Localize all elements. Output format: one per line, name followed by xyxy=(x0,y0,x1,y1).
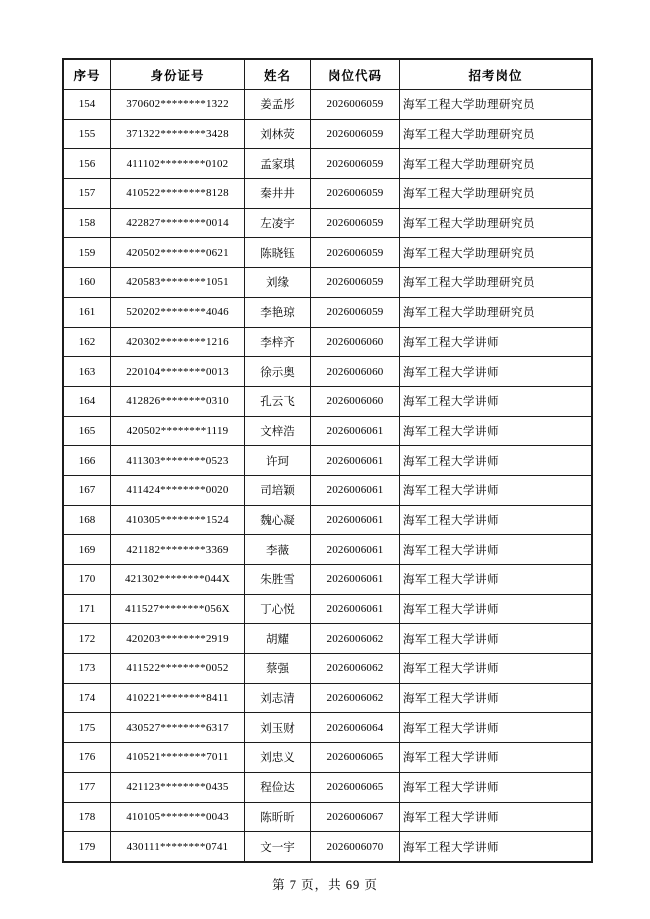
cell-seq: 179 xyxy=(63,832,111,862)
cell-job_title: 海军工程大学讲师 xyxy=(400,565,593,595)
cell-seq: 158 xyxy=(63,208,111,238)
cell-seq: 167 xyxy=(63,475,111,505)
cell-name: 陈昕昕 xyxy=(245,802,311,832)
table-row xyxy=(63,713,592,743)
table-row xyxy=(63,743,592,773)
cell-id_number: 430111********0741 xyxy=(111,832,245,862)
cell-job_code: 2026006067 xyxy=(311,802,400,832)
cell-job_code: 2026006059 xyxy=(311,149,400,179)
cell-name: 刘忠义 xyxy=(245,743,311,773)
cell-job_code: 2026006062 xyxy=(311,654,400,684)
cell-job_code: 2026006060 xyxy=(311,386,400,416)
cell-id_number: 420502********1119 xyxy=(111,416,245,446)
table-row xyxy=(63,208,592,238)
cell-name: 刘志清 xyxy=(245,683,311,713)
cell-seq: 161 xyxy=(63,297,111,327)
table-row xyxy=(63,505,592,535)
cell-name: 魏心凝 xyxy=(245,505,311,535)
cell-name: 陈晓钰 xyxy=(245,238,311,268)
cell-id_number: 430527********6317 xyxy=(111,713,245,743)
cell-id_number: 411303********0523 xyxy=(111,446,245,476)
cell-id_number: 371322********3428 xyxy=(111,119,245,149)
cell-name: 文梓浩 xyxy=(245,416,311,446)
cell-seq: 168 xyxy=(63,505,111,535)
table-row xyxy=(63,357,592,387)
cell-seq: 163 xyxy=(63,357,111,387)
cell-name: 孟家琪 xyxy=(245,149,311,179)
cell-job_code: 2026006061 xyxy=(311,565,400,595)
cell-id_number: 220104********0013 xyxy=(111,357,245,387)
cell-seq: 165 xyxy=(63,416,111,446)
cell-job_title: 海军工程大学助理研究员 xyxy=(400,208,593,238)
table-row xyxy=(63,565,592,595)
table-row xyxy=(63,535,592,565)
cell-job_code: 2026006060 xyxy=(311,327,400,357)
cell-job_code: 2026006065 xyxy=(311,772,400,802)
cell-job_title: 海军工程大学讲师 xyxy=(400,386,593,416)
column-header: 岗位代码 xyxy=(311,59,400,90)
cell-name: 程俭达 xyxy=(245,772,311,802)
table-body xyxy=(63,90,592,862)
cell-name: 刘林荧 xyxy=(245,119,311,149)
table-row xyxy=(63,416,592,446)
cell-id_number: 520202********4046 xyxy=(111,297,245,327)
cell-seq: 177 xyxy=(63,772,111,802)
table-row xyxy=(63,832,592,862)
page-footer xyxy=(0,875,650,893)
cell-seq: 176 xyxy=(63,743,111,773)
cell-job_code: 2026006065 xyxy=(311,743,400,773)
table-row xyxy=(63,802,592,832)
table-row xyxy=(63,624,592,654)
cell-job_title: 海军工程大学讲师 xyxy=(400,654,593,684)
cell-seq: 175 xyxy=(63,713,111,743)
cell-id_number: 410521********7011 xyxy=(111,743,245,773)
cell-name: 秦井井 xyxy=(245,179,311,209)
cell-seq: 164 xyxy=(63,386,111,416)
table-row xyxy=(63,772,592,802)
cell-name: 李梓齐 xyxy=(245,327,311,357)
cell-seq: 160 xyxy=(63,268,111,298)
cell-job_title: 海军工程大学讲师 xyxy=(400,743,593,773)
cell-name: 李薇 xyxy=(245,535,311,565)
cell-job_code: 2026006061 xyxy=(311,475,400,505)
cell-job_code: 2026006061 xyxy=(311,594,400,624)
page-number-text: 第 7 页，共 69 页 xyxy=(272,878,378,892)
cell-seq: 172 xyxy=(63,624,111,654)
cell-job_code: 2026006061 xyxy=(311,446,400,476)
table-row xyxy=(63,594,592,624)
table-row xyxy=(63,179,592,209)
cell-job_code: 2026006060 xyxy=(311,357,400,387)
cell-seq: 155 xyxy=(63,119,111,149)
cell-seq: 178 xyxy=(63,802,111,832)
table-row xyxy=(63,90,592,120)
cell-seq: 171 xyxy=(63,594,111,624)
recruitment-roster-table xyxy=(62,58,593,863)
column-header: 身份证号 xyxy=(111,59,245,90)
cell-id_number: 411102********0102 xyxy=(111,149,245,179)
cell-job_title: 海军工程大学助理研究员 xyxy=(400,119,593,149)
cell-seq: 159 xyxy=(63,238,111,268)
cell-id_number: 421123********0435 xyxy=(111,772,245,802)
cell-seq: 166 xyxy=(63,446,111,476)
cell-job_title: 海军工程大学讲师 xyxy=(400,535,593,565)
cell-job_code: 2026006059 xyxy=(311,90,400,120)
cell-name: 胡耀 xyxy=(245,624,311,654)
cell-name: 李艳琼 xyxy=(245,297,311,327)
cell-job_title: 海军工程大学讲师 xyxy=(400,802,593,832)
column-header: 序号 xyxy=(63,59,111,90)
cell-job_code: 2026006059 xyxy=(311,238,400,268)
table-row xyxy=(63,386,592,416)
cell-job_title: 海军工程大学助理研究员 xyxy=(400,297,593,327)
cell-job_code: 2026006059 xyxy=(311,119,400,149)
cell-id_number: 420502********0621 xyxy=(111,238,245,268)
cell-id_number: 411522********0052 xyxy=(111,654,245,684)
cell-job_title: 海军工程大学讲师 xyxy=(400,446,593,476)
column-header: 招考岗位 xyxy=(400,59,593,90)
cell-name: 司培颖 xyxy=(245,475,311,505)
table-row xyxy=(63,327,592,357)
table-row xyxy=(63,268,592,298)
table-row xyxy=(63,475,592,505)
cell-id_number: 421302********044X xyxy=(111,565,245,595)
cell-seq: 170 xyxy=(63,565,111,595)
cell-id_number: 411527********056X xyxy=(111,594,245,624)
cell-job_title: 海军工程大学助理研究员 xyxy=(400,179,593,209)
cell-job_title: 海军工程大学讲师 xyxy=(400,713,593,743)
cell-name: 许珂 xyxy=(245,446,311,476)
table-row xyxy=(63,654,592,684)
cell-id_number: 410305********1524 xyxy=(111,505,245,535)
cell-job_code: 2026006062 xyxy=(311,683,400,713)
cell-name: 姜孟彤 xyxy=(245,90,311,120)
cell-id_number: 412826********0310 xyxy=(111,386,245,416)
cell-job_title: 海军工程大学助理研究员 xyxy=(400,268,593,298)
cell-id_number: 410221********8411 xyxy=(111,683,245,713)
cell-job_title: 海军工程大学讲师 xyxy=(400,832,593,862)
cell-name: 左凌宇 xyxy=(245,208,311,238)
cell-job_code: 2026006059 xyxy=(311,297,400,327)
table-row xyxy=(63,297,592,327)
cell-id_number: 420583********1051 xyxy=(111,268,245,298)
cell-seq: 154 xyxy=(63,90,111,120)
cell-job_code: 2026006059 xyxy=(311,179,400,209)
cell-id_number: 410522********8128 xyxy=(111,179,245,209)
cell-job_title: 海军工程大学助理研究员 xyxy=(400,149,593,179)
column-header: 姓名 xyxy=(245,59,311,90)
cell-id_number: 410105********0043 xyxy=(111,802,245,832)
cell-job_title: 海军工程大学讲师 xyxy=(400,475,593,505)
cell-name: 徐示奥 xyxy=(245,357,311,387)
table-row xyxy=(63,149,592,179)
table-row xyxy=(63,238,592,268)
cell-job_title: 海军工程大学助理研究员 xyxy=(400,238,593,268)
cell-job_title: 海军工程大学讲师 xyxy=(400,624,593,654)
cell-seq: 157 xyxy=(63,179,111,209)
cell-job_title: 海军工程大学讲师 xyxy=(400,594,593,624)
cell-name: 刘玉财 xyxy=(245,713,311,743)
cell-job_code: 2026006064 xyxy=(311,713,400,743)
cell-job_title: 海军工程大学讲师 xyxy=(400,327,593,357)
cell-job_title: 海军工程大学讲师 xyxy=(400,772,593,802)
cell-id_number: 421182********3369 xyxy=(111,535,245,565)
cell-seq: 169 xyxy=(63,535,111,565)
cell-job_title: 海军工程大学讲师 xyxy=(400,683,593,713)
cell-name: 蔡强 xyxy=(245,654,311,684)
table-row xyxy=(63,446,592,476)
table-row xyxy=(63,683,592,713)
cell-job_title: 海军工程大学讲师 xyxy=(400,505,593,535)
cell-job_code: 2026006059 xyxy=(311,268,400,298)
cell-name: 刘缘 xyxy=(245,268,311,298)
cell-job_code: 2026006061 xyxy=(311,416,400,446)
cell-seq: 174 xyxy=(63,683,111,713)
cell-job_code: 2026006070 xyxy=(311,832,400,862)
cell-job_title: 海军工程大学讲师 xyxy=(400,416,593,446)
cell-job_title: 海军工程大学讲师 xyxy=(400,357,593,387)
cell-id_number: 411424********0020 xyxy=(111,475,245,505)
cell-seq: 173 xyxy=(63,654,111,684)
cell-job_code: 2026006062 xyxy=(311,624,400,654)
cell-id_number: 420203********2919 xyxy=(111,624,245,654)
cell-id_number: 420302********1216 xyxy=(111,327,245,357)
cell-job_code: 2026006061 xyxy=(311,535,400,565)
cell-name: 文一宇 xyxy=(245,832,311,862)
cell-id_number: 370602********1322 xyxy=(111,90,245,120)
cell-name: 朱胜雪 xyxy=(245,565,311,595)
cell-job_code: 2026006059 xyxy=(311,208,400,238)
cell-job_title: 海军工程大学助理研究员 xyxy=(400,90,593,120)
cell-name: 孔云飞 xyxy=(245,386,311,416)
cell-seq: 156 xyxy=(63,149,111,179)
cell-job_code: 2026006061 xyxy=(311,505,400,535)
table-header-row xyxy=(63,59,592,90)
cell-seq: 162 xyxy=(63,327,111,357)
table-row xyxy=(63,119,592,149)
cell-id_number: 422827********0014 xyxy=(111,208,245,238)
cell-name: 丁心悦 xyxy=(245,594,311,624)
